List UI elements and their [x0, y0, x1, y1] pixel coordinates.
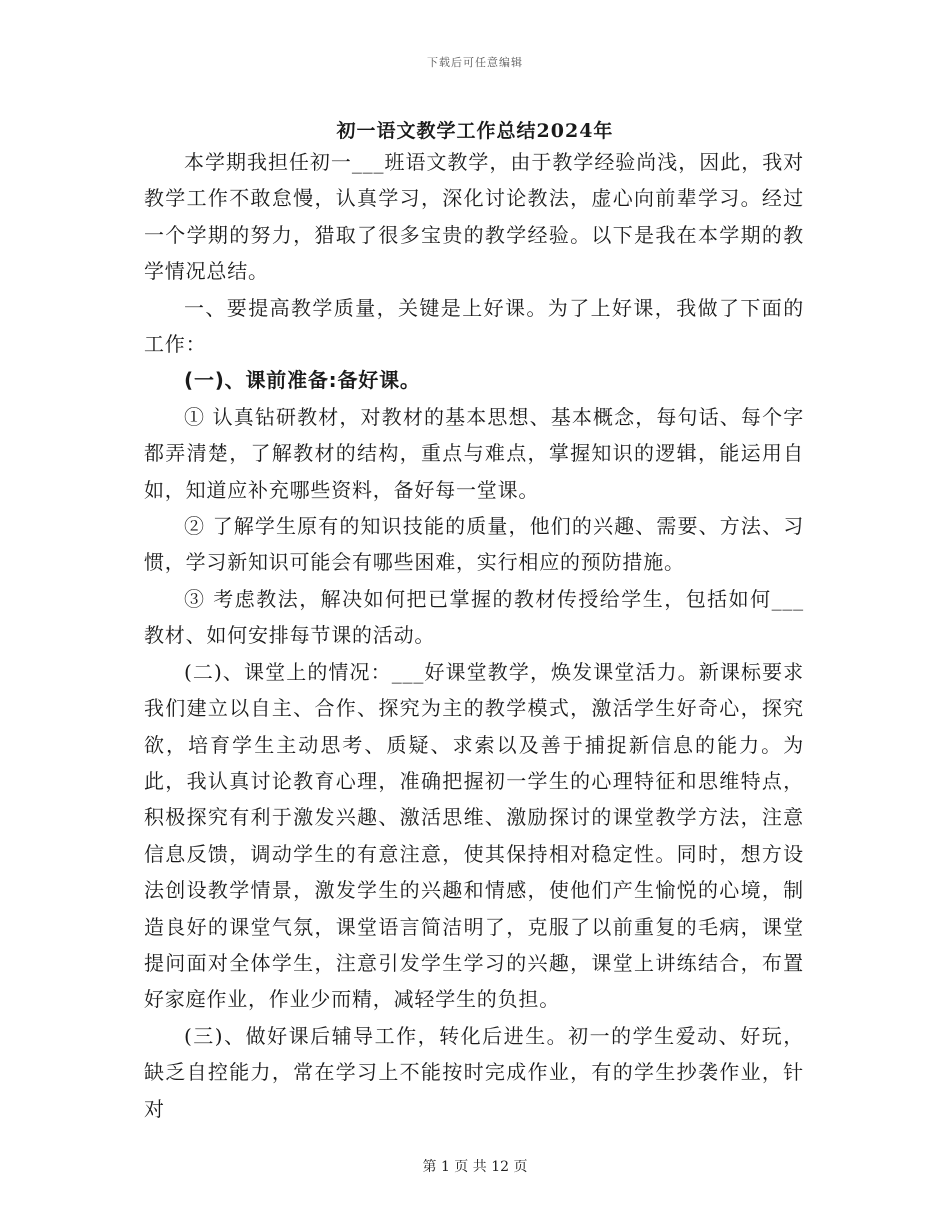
document-body — [144, 144, 804, 1127]
paragraph-intro: 本学期我担任初一___班语文教学，由于教学经验尚浅，因此，我对教学工作不敢怠慢，认真学习，深化讨论教法，虚心向前辈学习。经过一个学期的努力，猎取了很多宝贵的教学经验。以下是我在本学期的教学情况总结。 — [144, 150, 804, 284]
paragraph-classroom: (二)、课堂上的情况：___好课堂教学，焕发课堂活力。新课标要求我们建立以自主、合作、探究为主的教学模式，激活学生好奇心，探究欲，培育学生主动思考、质疑、求索以及善于捕捉新信息的能力。为此，我认真讨论教育心理，准确把握初一学生的心理特征和思维特点，积极探究有利于激发兴趣、激活思维、激励探讨的课堂教学方法，注意信息反馈，调动学生的有意注意，使其保持相对稳定性。同时，想方设法创设教学情景，激发学生的兴趣和情感，使他们产生愉悦的心境，制造良好的课堂气氛，课堂语言简洁明了，克服了以前重复的毛病，课堂提问面对全体学生，注意引发学生学习的兴趣，课堂上讲练结合，布置好家庭作业，作业少而精，减轻学生的负担。 — [144, 659, 804, 1012]
document-title: 初一语文教学工作总结2024年 — [336, 120, 614, 142]
paragraph-item-1: ① 认真钻研教材，对教材的基本思想、基本概念，每句话、每个字都弄清楚，了解教材的结构，重点与难点，掌握知识的逻辑，能运用自如，知道应补充哪些资料，备好每一堂课。 — [144, 404, 804, 502]
paragraph-tutoring: (三)、做好课后辅导工作，转化后进生。初一的学生爱动、好玩，缺乏自控能力，常在学习上不能按时完成作业，有的学生抄袭作业，针对 — [144, 1023, 804, 1121]
paragraph-section-one: 一、要提高教学质量，关键是上好课。为了上好课，我做了下面的工作： — [144, 295, 804, 357]
paragraph-item-3: ③ 考虑教法，解决如何把已掌握的教材传授给学生，包括如何___教材、如何安排每节课的活动。 — [144, 586, 804, 648]
page-number: 第 1 页 共 12 页 — [422, 1159, 528, 1175]
paragraph-item-2: ② 了解学生原有的知识技能的质量，他们的兴趣、需要、方法、习惯，学习新知识可能会有哪些困难，实行相应的预防措施。 — [144, 514, 804, 575]
subheading-preparation: (一)、课前准备:备好课。 — [184, 368, 421, 393]
header-note: 下载后可任意编辑 — [427, 56, 523, 69]
